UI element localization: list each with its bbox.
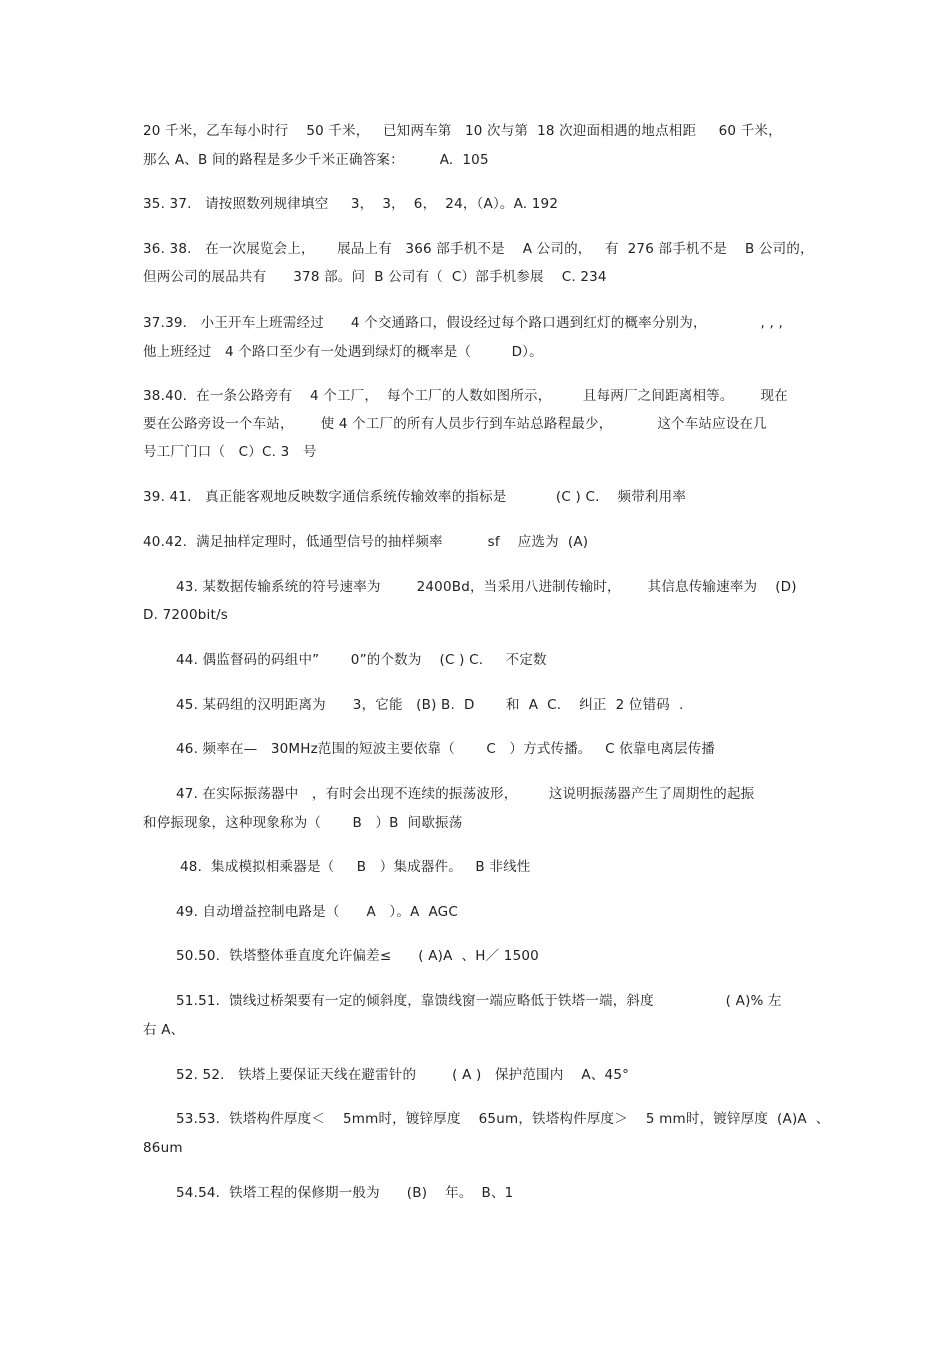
- text-line: 50.50. 铁塔整体垂直度允许偏差≤ ( A)A 、H／ 1500: [176, 948, 539, 964]
- text-line: 44. 偶监督码的码组中” 0”的个数为 (C ) C. 不定数: [176, 652, 547, 668]
- text-line: 86um: [143, 1140, 183, 1156]
- text-line: 43. 某数据传输系统的符号速率为 2400Bd，当采用八进制传输时， 其信息传输速率为 (D): [176, 579, 797, 595]
- text-line: 但两公司的展品共有 378 部。问 B 公司有（ C）部手机参展 C. 234: [143, 269, 607, 285]
- text-line: 51.51. 馈线过桥架要有一定的倾斜度，靠馈线窗一端应略低于铁塔一端，斜度 ( A)% 左: [176, 993, 782, 1009]
- text-line: 36. 38. 在一次展览会上， 展品上有 366 部手机不是 A 公司的， 有 276 部手机不是 B 公司的，: [143, 241, 814, 257]
- text-line: 48. 集成模拟相乘器是（ B ）集成器件。 B 非线性: [180, 859, 531, 875]
- text-line: 45. 某码组的汉明距离为 3，它能 (B) B. D 和 A C. 纠正 2 位错码 .: [176, 697, 684, 713]
- text-line: 40.42. 满足抽样定理时，低通型信号的抽样频率 sf 应选为 (A): [143, 534, 589, 550]
- text-line: 号工厂门口（ C）C. 3 号: [143, 444, 317, 460]
- text-line: 39. 41. 真正能客观地反映数字通信系统传输效率的指标是 (C ) C. 频带利用率: [143, 489, 687, 505]
- text-line: 53.53. 铁塔构件厚度＜ 5mm时，镀锌厚度 65um，铁塔构件厚度＞ 5 mm时，镀锌厚度 (A)A 、: [176, 1111, 830, 1127]
- text-line: 49. 自动增益控制电路是（ A ）。A AGC: [176, 904, 458, 920]
- text-line: 47. 在实际振荡器中 ，有时会出现不连续的振荡波形， 这说明振荡器产生了周期性的起振: [176, 786, 755, 802]
- text-line: 35. 37. 请按照数列规律填空 3， 3， 6， 24，（A）。A. 192: [143, 196, 559, 212]
- text-line: 右 A、: [143, 1022, 185, 1038]
- text-line: 20 千米，乙车每小时行 50 千米， 已知两车第 10 次与第 18 次迎面相遇的地点相距 60 千米，: [143, 123, 782, 139]
- text-line: 和停振现象，这种现象称为（ B ）B 间歇振荡: [143, 815, 463, 831]
- text-line: 他上班经过 4 个路口至少有一处遇到绿灯的概率是（ D）。: [143, 344, 543, 360]
- text-line: 38.40. 在一条公路旁有 4 个工厂， 每个工厂的人数如图所示， 且每两厂之间距离相等。 现在: [143, 388, 788, 404]
- text-line: 那么 A、B 间的路程是多少千米正确答案： A. 105: [143, 152, 489, 168]
- text-line: 46. 频率在— 30MHz范围的短波主要依靠（ C ）方式传播。 C 依靠电离层传播: [176, 741, 716, 757]
- text-line: D. 7200bit/s: [143, 607, 228, 623]
- text-line: 52. 52. 铁塔上要保证天线在避雷针的 ( A ) 保护范围内 A、45°: [176, 1067, 630, 1083]
- text-line: 要在公路旁设一个车站， 使 4 个工厂的所有人员步行到车站总路程最少， 这个车站应设在几: [143, 416, 767, 432]
- text-line: 54.54. 铁塔工程的保修期一般为 (B) 年。 B、1: [176, 1185, 514, 1201]
- text-line: 37.39. 小王开车上班需经过 4 个交通路口，假设经过每个路口遇到红灯的概率分别为， , , ,: [143, 315, 783, 331]
